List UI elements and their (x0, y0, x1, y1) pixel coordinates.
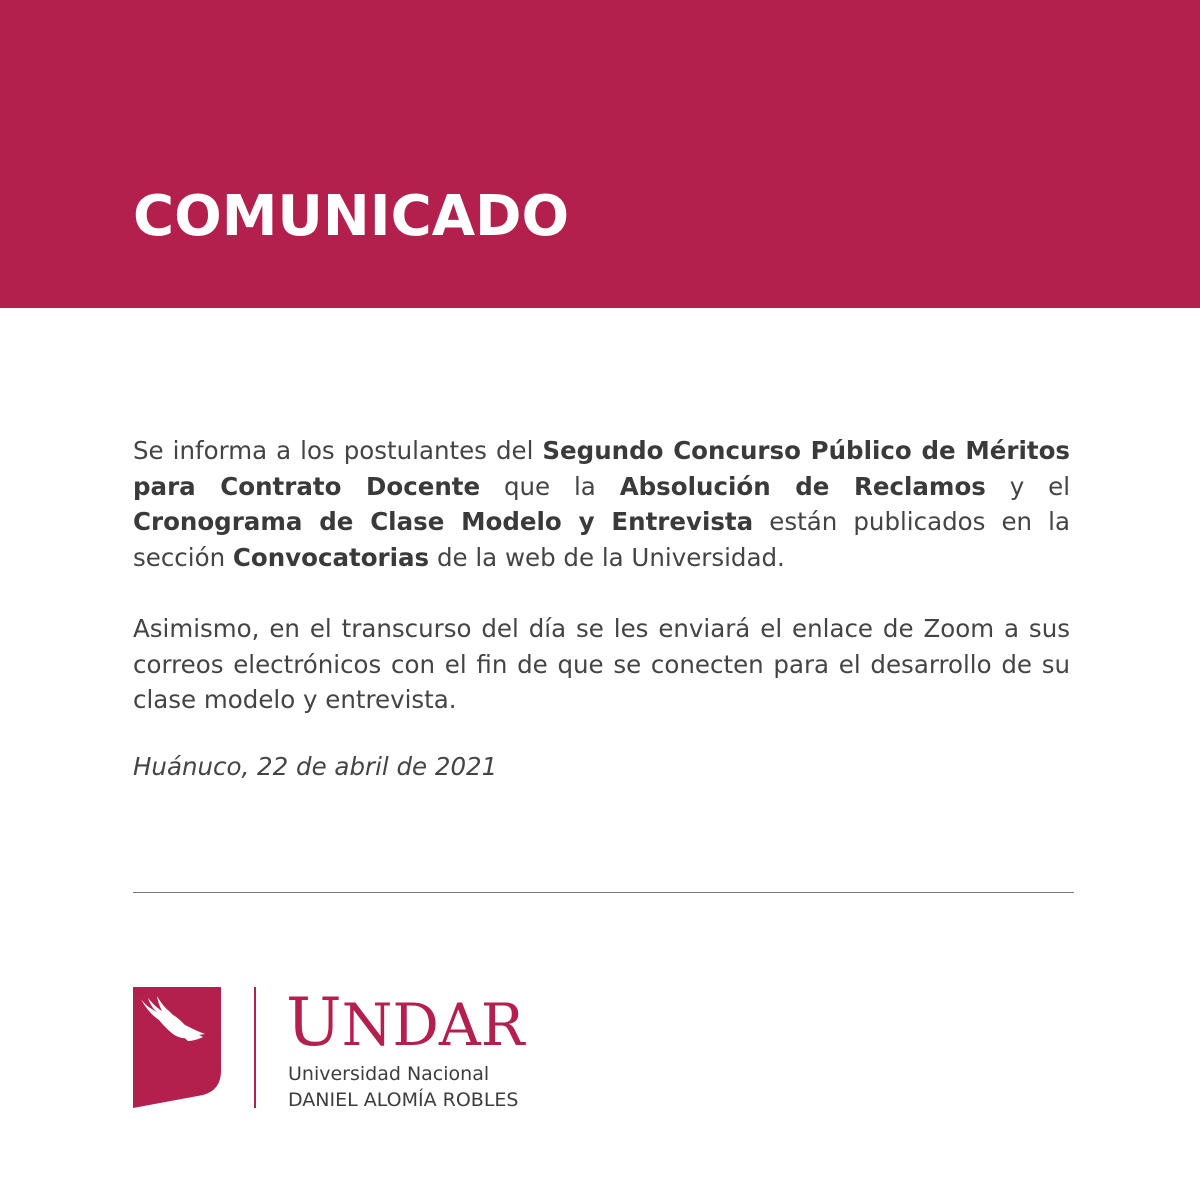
page-title: COMUNICADO (133, 184, 570, 249)
paragraph-1-text-1: Se informa a los postulantes del (133, 436, 543, 465)
paragraph-1-text-5: de la web de la Universidad. (429, 542, 785, 572)
header-band (0, 0, 1200, 308)
paragraph-1-text-3: y el (985, 471, 1070, 501)
logo-acronym-initial: U (286, 984, 342, 1061)
footer-divider (133, 892, 1074, 893)
logo-acronym-rest: NDAR (341, 991, 525, 1059)
date-line: Huánuco, 22 de abril de 2021 (133, 752, 498, 781)
paragraph-1-bold-section: Convocatorias (232, 542, 430, 572)
paragraph-1-bold-claims: Absolución de Reclamos (619, 471, 986, 501)
logo-name-line: DANIEL ALOMÍA ROBLES (288, 1089, 519, 1111)
condor-emblem-icon (133, 987, 221, 1108)
paragraph-1-text-2: que la (480, 471, 620, 501)
announcement-paragraph-2: Asimismo, en el transcurso del día se les enviará el enlace de Zoom a sus correos electrónicos con el fin de que se conecten para el desarrollo de su clase modelo y entrevista. (133, 614, 1070, 714)
paragraph-1-text-4: están publicados en la sección (133, 507, 1071, 572)
logo-divider (254, 987, 256, 1108)
announcement-paragraph-1 (133, 433, 1070, 575)
logo-university-line: Universidad Nacional (288, 1063, 490, 1085)
paragraph-1-bold-schedule: Cronograma de Clase Modelo y Entrevista (133, 507, 754, 536)
paragraph-1-bold-contest: Segundo Concurso Público de Méritos para Contrato Docente (133, 436, 1071, 501)
logo-acronym (286, 984, 525, 1061)
